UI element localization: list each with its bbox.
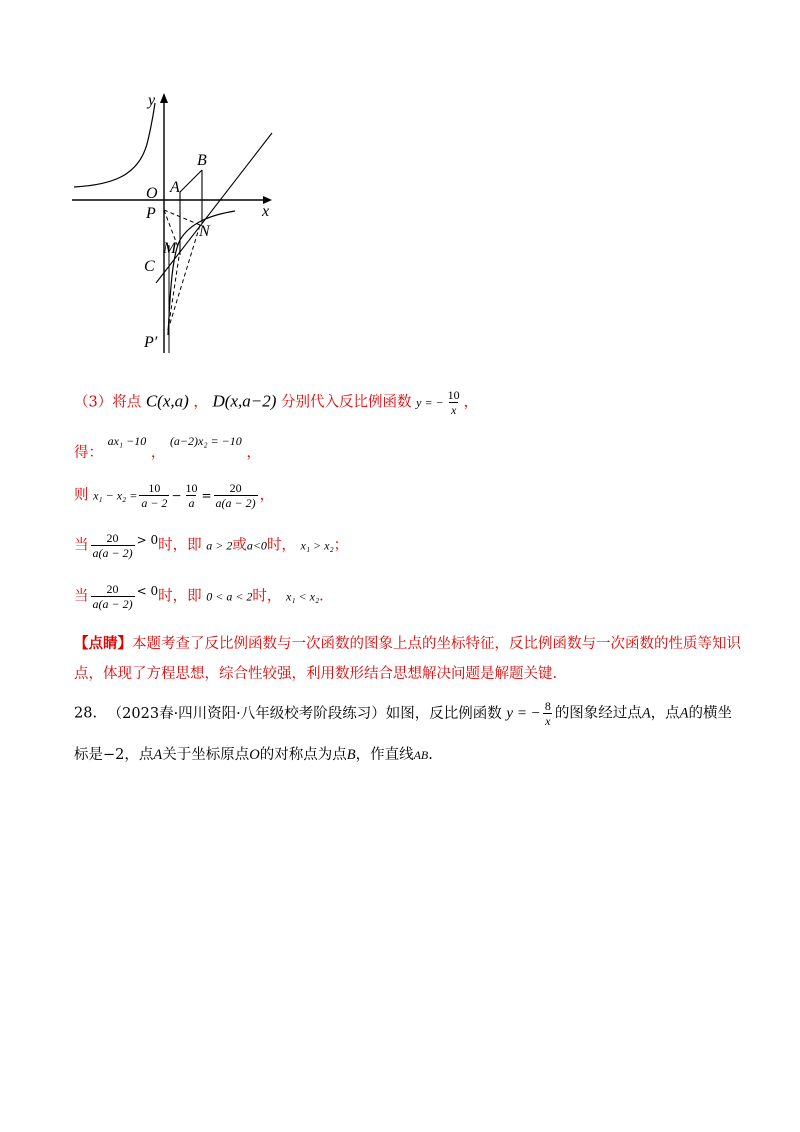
q28-l2-c: 的对称点为点 bbox=[259, 747, 347, 763]
case2-mid: 时，即 bbox=[158, 588, 202, 605]
q28-after3: 的横坐 bbox=[688, 705, 733, 722]
case1-result: x₁ > x₂ bbox=[300, 538, 334, 553]
case1-or: 或 bbox=[232, 537, 247, 554]
label-x: x bbox=[262, 203, 270, 220]
frac-num: 20 bbox=[229, 481, 242, 495]
step3-line bbox=[74, 388, 478, 417]
q28-source: （2023春·四川资阳·八年级校考阶段练习）如图，反比例函数 bbox=[107, 705, 502, 722]
case2-frac bbox=[91, 582, 135, 611]
label-p: P bbox=[146, 205, 156, 222]
case2-end: . bbox=[319, 588, 324, 605]
then-minus: − bbox=[171, 488, 182, 503]
frac-den: a(a − 2) bbox=[92, 546, 133, 560]
step3-prefix: （3）将点 bbox=[74, 394, 142, 411]
case2-label: 当 bbox=[74, 588, 89, 605]
frac-den: a bbox=[188, 496, 195, 510]
got-eq1: ax₁ −10 bbox=[107, 434, 147, 448]
label-c: C bbox=[144, 258, 155, 275]
q28-l2-e: . bbox=[428, 747, 433, 763]
then-eq: = bbox=[201, 488, 212, 503]
step3-end: ， bbox=[463, 394, 479, 411]
frac-num: 8 bbox=[544, 699, 551, 713]
then-end: ， bbox=[259, 487, 275, 504]
coordinate-figure bbox=[60, 85, 290, 360]
then-line bbox=[74, 481, 274, 510]
step3-sep: ， bbox=[193, 394, 208, 411]
q28-l2-point-a: A bbox=[153, 747, 163, 763]
q28-after: 的图象经过点 bbox=[554, 705, 642, 722]
q28-l2-line-ab: AB bbox=[413, 748, 429, 762]
case1-end: ； bbox=[333, 537, 349, 554]
label-b: B bbox=[197, 152, 207, 169]
comment-line1 bbox=[74, 634, 741, 654]
segment-ab bbox=[180, 170, 202, 192]
comment-text2: 点，体现了方程思想，综合性较强，利用数形结合思想解决问题是解题关键. bbox=[74, 666, 558, 682]
case1-mid2: 时， bbox=[266, 537, 296, 554]
q28-l2-b: 关于坐标原点 bbox=[162, 747, 250, 763]
line-cmn bbox=[156, 133, 272, 283]
dashed-pn bbox=[164, 210, 200, 225]
got-line bbox=[74, 434, 261, 461]
frac-den: a(a − 2) bbox=[215, 496, 256, 510]
got-eq2: (a−2)x₂ = −10 bbox=[169, 434, 242, 448]
frac-num: 10 bbox=[148, 481, 161, 495]
step3-func-lhs: y = − bbox=[416, 395, 444, 410]
q28-l2-point-b: B bbox=[346, 747, 356, 763]
then-lhs: x₁ − x₂ = bbox=[93, 488, 138, 503]
case1-cmp: > 0 bbox=[136, 532, 159, 547]
q28-line1 bbox=[74, 699, 732, 728]
case1-label: 当 bbox=[74, 537, 89, 554]
step3-func-frac bbox=[446, 388, 462, 417]
q28-number: 28. bbox=[74, 705, 98, 722]
frac-num: 20 bbox=[106, 531, 119, 545]
case2-mid2: 时， bbox=[252, 588, 282, 605]
label-p-prime: P′ bbox=[144, 334, 158, 351]
then-frac3 bbox=[214, 481, 258, 510]
label-n: N bbox=[199, 223, 210, 240]
label-o: O bbox=[146, 185, 158, 202]
q28-l2-d: ，作直线 bbox=[355, 747, 414, 763]
q28-line2 bbox=[74, 745, 433, 765]
case2-result: x₁ < x₂ bbox=[286, 589, 320, 604]
q28-point-a: A bbox=[641, 705, 651, 722]
case1-frac bbox=[91, 531, 135, 560]
q28-func-lhs: y = − bbox=[506, 705, 541, 722]
q28-l2-point-o: O bbox=[249, 747, 260, 763]
frac-num: 10 bbox=[185, 481, 198, 495]
case2-cmp: < 0 bbox=[136, 583, 159, 598]
q28-func-frac bbox=[543, 699, 553, 728]
y-axis-arrow bbox=[160, 93, 168, 103]
frac-den: a − 2 bbox=[141, 496, 168, 510]
frac-num: 20 bbox=[106, 582, 119, 596]
then-frac2 bbox=[183, 481, 199, 510]
q28-point-a2: A bbox=[679, 705, 689, 722]
comment-line2 bbox=[74, 664, 557, 684]
frac-den: x bbox=[545, 714, 551, 728]
label-y: y bbox=[148, 92, 156, 109]
then-label: 则 bbox=[74, 487, 89, 504]
case2-line bbox=[74, 582, 324, 611]
label-m: M bbox=[163, 240, 177, 257]
label-a: A bbox=[170, 179, 180, 196]
case1-cond1: a > 2 bbox=[206, 538, 233, 553]
point-c: C(x,a) bbox=[145, 391, 189, 411]
comment-tag: 【点睛】 bbox=[74, 635, 132, 652]
step3-middle: 分别代入反比例函数 bbox=[281, 394, 412, 411]
q28-after2: ，点 bbox=[650, 705, 680, 722]
got-sep: ， bbox=[150, 445, 166, 461]
case1-cond2: a<0 bbox=[246, 538, 267, 553]
case1-mid: 时，即 bbox=[158, 537, 202, 554]
comment-text1: 本题考查了反比例函数与一次函数的图象上点的坐标特征，反比例函数与一次函数的性质等知识 bbox=[132, 636, 741, 652]
q28-l2-a: 标是−2，点 bbox=[74, 747, 154, 763]
hyperbola-upper-left bbox=[74, 103, 155, 187]
frac-den: x bbox=[450, 403, 457, 417]
got-end: ， bbox=[246, 445, 261, 461]
case1-line bbox=[74, 531, 348, 560]
point-d: D(x,a−2) bbox=[212, 391, 277, 411]
frac-den: a(a − 2) bbox=[92, 597, 133, 611]
then-frac1 bbox=[139, 481, 169, 510]
frac-num: 10 bbox=[447, 388, 460, 402]
case2-cond: 0 < a < 2 bbox=[206, 589, 253, 604]
got-label: 得： bbox=[74, 445, 103, 461]
